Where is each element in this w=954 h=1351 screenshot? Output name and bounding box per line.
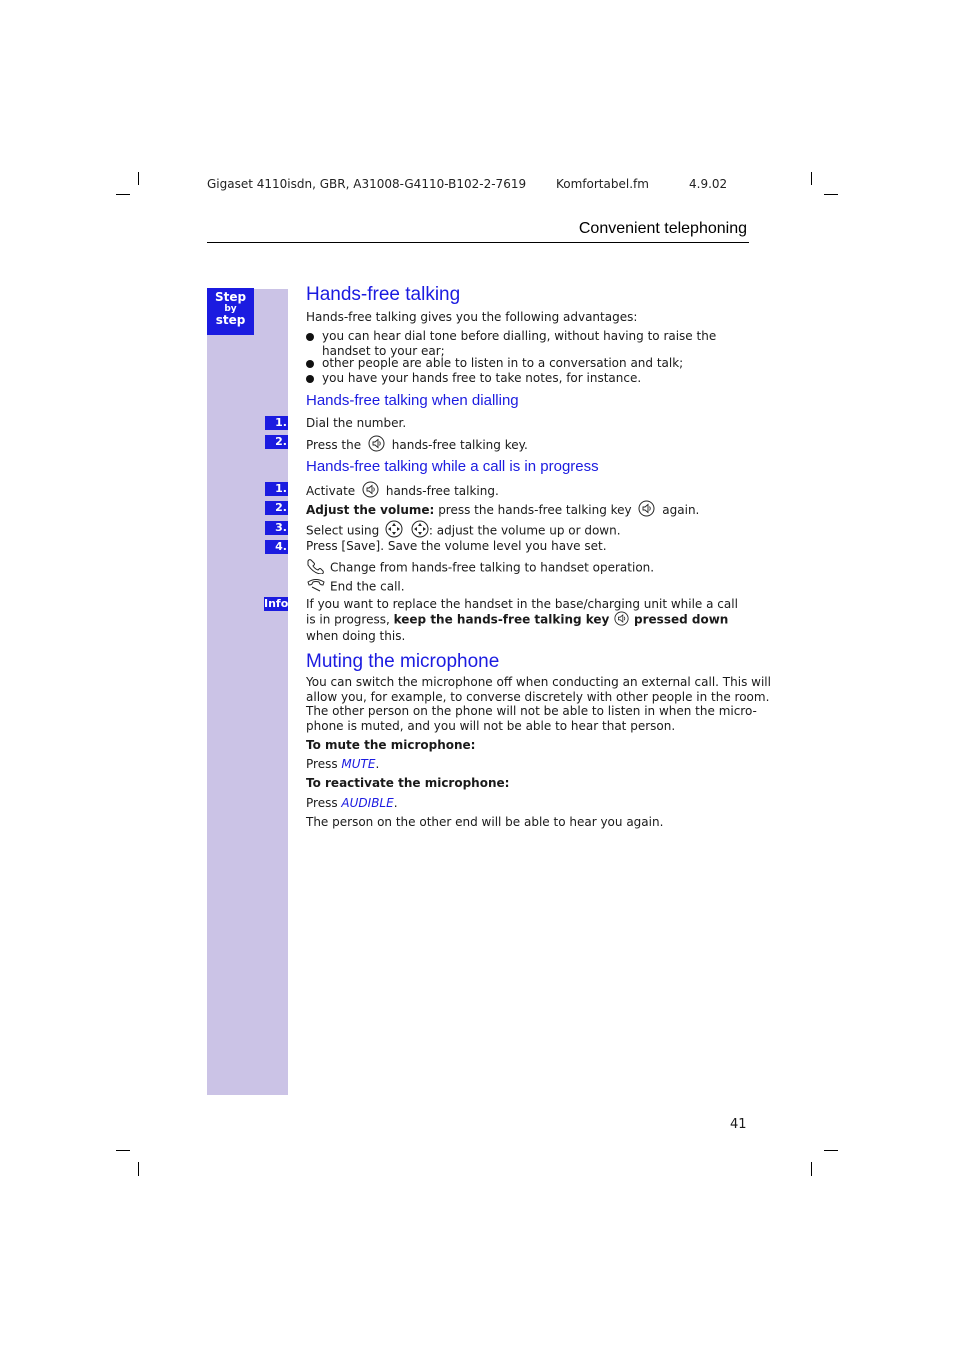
reactivate-heading: To reactivate the microphone:: [306, 776, 510, 790]
header-file: Komfortabel.fm: [556, 177, 649, 191]
step-text-part: End the call.: [330, 579, 405, 594]
step-text: [306, 558, 748, 578]
step-text-part: hands-free talking.: [385, 483, 499, 498]
info-text: [306, 597, 748, 643]
step-number: 4.: [265, 540, 288, 554]
step-text-bold: Adjust the volume:: [306, 502, 435, 517]
speaker-key-icon: [368, 435, 385, 456]
crop-mark: [811, 172, 812, 185]
bullet-icon: [306, 375, 314, 383]
crop-mark: [824, 1150, 838, 1151]
handset-icon: [306, 558, 326, 578]
mute-softkey: MUTE: [341, 757, 376, 771]
list-item-text: you can hear dial tone before dialling, without having to raise the handset to your ear;: [322, 329, 717, 358]
info-badge: Info: [264, 597, 289, 610]
reactivate-instruction: [306, 796, 748, 811]
speaker-key-icon: [614, 611, 629, 629]
press-text: Press: [306, 796, 338, 810]
paragraph-line: The other person on the phone will not be able to listen in when the micro-: [306, 704, 757, 718]
step-number: 2.: [265, 435, 288, 449]
step-by-step-badge: [207, 288, 254, 335]
step-sidebar: [207, 289, 288, 1095]
page-number: 41: [730, 1117, 747, 1132]
header-doc-id: Gigaset 4110isdn, GBR, A31008-G4110-B102-2-7619: [207, 177, 527, 191]
section-title: Convenient telephoning: [578, 220, 747, 237]
crop-mark: [116, 194, 130, 195]
closing-text: The person on the other end will be able to hear you again.: [306, 815, 664, 829]
step-number: 2.: [265, 501, 288, 515]
header-date: 4.9.02: [689, 177, 728, 191]
step-text-part: again.: [662, 502, 700, 517]
step-number: 3.: [265, 521, 288, 535]
end-call-icon: [306, 577, 326, 597]
step-text-part: Select using: [306, 523, 380, 538]
list-item: [306, 371, 748, 386]
info-text-bold: keep the hands-free talking key: [393, 612, 610, 627]
step-text-part: press the hands-free talking key: [438, 502, 632, 517]
step-text: [306, 577, 748, 597]
step-text-part: Press the: [306, 437, 362, 452]
list-item-text: other people are able to listen in to a conversation and talk;: [322, 356, 684, 370]
bullet-icon: [306, 360, 314, 368]
intro-text: Hands-free talking gives you the following advantages:: [306, 310, 638, 324]
step-text-part: Activate: [306, 483, 356, 498]
list-item: [306, 329, 748, 358]
speaker-key-icon: [362, 481, 379, 502]
bullet-icon: [306, 333, 314, 341]
badge-step: Step: [214, 290, 247, 304]
badge-by: by: [224, 304, 237, 314]
header-rule: [207, 242, 749, 243]
period: .: [393, 796, 398, 810]
paragraph-line: phone is muted, and you will not be able to hear that person.: [306, 719, 676, 733]
badge-step-2: step: [215, 313, 246, 327]
step-number: 1.: [265, 482, 288, 496]
heading-in-progress: Hands-free talking while a call is in progress: [306, 458, 599, 475]
list-item-text: you have your hands free to take notes, for instance.: [322, 371, 642, 385]
list-item: [306, 356, 748, 371]
step-text-part: Change from hands-free talking to handset operation.: [330, 560, 655, 575]
step-text: [306, 435, 748, 456]
step-text: Dial the number.: [306, 416, 407, 430]
info-text-bold: pressed down: [634, 612, 729, 627]
mute-instruction: [306, 757, 748, 772]
crop-mark: [811, 1162, 812, 1176]
step-text-part: : adjust the volume up or down.: [428, 523, 621, 538]
heading-hands-free: Hands-free talking: [306, 284, 461, 305]
crop-mark: [138, 1162, 139, 1176]
heading-dialling: Hands-free talking when dialling: [306, 392, 519, 409]
paragraph-line: You can switch the microphone off when conducting an external call. This will: [306, 675, 771, 689]
crop-mark: [824, 194, 838, 195]
audible-softkey: AUDIBLE: [341, 796, 394, 810]
mute-heading: To mute the microphone:: [306, 738, 476, 752]
step-text: Press [Save]. Save the volume level you have set.: [306, 539, 607, 553]
info-text-part: If you want to replace the handset in the base/charging unit while a call is in progress,: [306, 597, 738, 627]
step-text-part: hands-free talking key.: [391, 437, 528, 452]
crop-mark: [116, 1150, 130, 1151]
period: .: [375, 757, 380, 771]
crop-mark: [138, 172, 139, 185]
press-text: Press: [306, 757, 338, 771]
paragraph-line: allow you, for example, to converse discretely with other people in the room.: [306, 690, 770, 704]
step-text: [306, 500, 748, 521]
info-text-part: when doing this.: [306, 629, 406, 643]
step-text: [306, 481, 748, 502]
step-number: 1.: [265, 416, 288, 430]
speaker-key-icon: [638, 500, 655, 521]
heading-muting: Muting the microphone: [306, 651, 500, 672]
